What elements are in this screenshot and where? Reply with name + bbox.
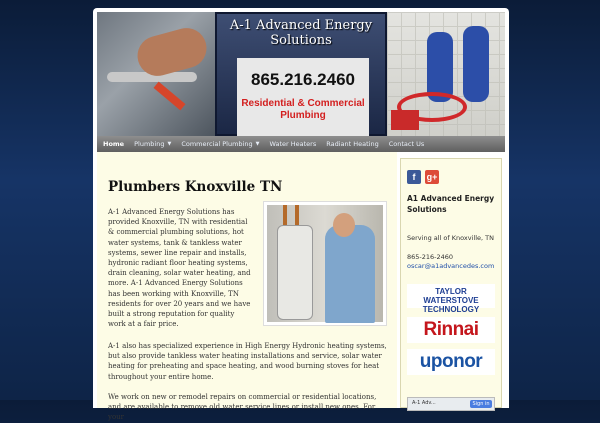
technician-figure [325, 225, 375, 323]
uponor-logo[interactable]: uponor [407, 349, 495, 375]
worker-figure [463, 26, 489, 102]
map-signin-button[interactable]: Sign in [470, 400, 492, 408]
map-label: A-1 Adv... [412, 400, 436, 406]
banner-title [217, 18, 385, 48]
intro-paragraph: A-1 Advanced Energy Solutions has provided Knoxville, TN with residential & commercial plumbing solutions, hot water systems, tank & tankless water systems, sewer line repair and installs, hydronic radiant floor heating systems, drain cleaning, solar water heating, and more. A-1 Advanced Energy Solutions has been working with Knoxville, TN residents for over 20 years and we have built a strong reputation for quality work at a fair price. [108, 208, 251, 329]
banner-phone: 865.216.2460 [251, 70, 355, 89]
technician-head [333, 213, 355, 237]
taylor-waterstove-logo[interactable] [407, 284, 495, 314]
nav-item-label: Home [103, 140, 125, 148]
map-widget[interactable] [407, 397, 495, 411]
main-nav [97, 136, 505, 152]
nav-item-contact-us[interactable] [389, 140, 425, 148]
repairs-paragraph: We work on new or remodel repairs on commercial or residential locations, and are available to remove old water service lines or install new ones. For your [108, 393, 377, 422]
nav-item-radiant-heating[interactable] [326, 140, 378, 148]
site-header [97, 12, 505, 140]
copper-pipes [283, 205, 287, 227]
banner-sub-line1: Residential & Commercial [241, 98, 365, 109]
sidebar-service-area: Serving all of Knoxville, TN [407, 234, 494, 242]
water-heater-tech-photo [263, 201, 387, 326]
header-logo-banner[interactable] [215, 12, 387, 136]
sidebar-phone: 865-216-2460 [407, 253, 454, 261]
banner-sub-line2: Plumbing [280, 110, 326, 121]
sidebar-email-link[interactable]: oscar@a1advancedes.com [407, 262, 495, 270]
nav-item-label: Contact Us [388, 140, 425, 148]
water-heater-tank [277, 225, 313, 320]
facebook-icon[interactable]: f [407, 170, 421, 184]
banner-subtitle [237, 98, 369, 122]
main-content [97, 152, 397, 422]
nav-item-label: Radiant Heating [326, 140, 379, 148]
arm-graphic [133, 24, 211, 81]
nav-item-home[interactable] [103, 140, 124, 148]
nav-item-plumbing[interactable] [134, 140, 171, 148]
banner-phone-box [237, 58, 369, 136]
taylor-logo-line2: TECHNOLOGY [422, 305, 480, 314]
rinnai-logo[interactable]: Rinnai [407, 317, 495, 343]
sidebar-company-name: A1 Advanced Energy Solutions [407, 194, 495, 214]
nav-item-label: Water Heaters [269, 140, 317, 148]
nav-item-label: Plumbing [134, 140, 165, 148]
wrench-icon [154, 82, 186, 111]
banner-title-line2: Solutions [270, 33, 332, 48]
photo-inner [267, 205, 383, 322]
google-plus-icon[interactable]: g+ [426, 172, 438, 182]
sidebar [400, 158, 502, 408]
page-wrapper [93, 8, 509, 422]
taylor-logo-line1: TAYLOR WATERSTOVE [423, 287, 479, 305]
social-links [407, 170, 439, 184]
chevron-down-icon: ▼ [167, 141, 172, 147]
chevron-down-icon: ▼ [255, 141, 260, 147]
nav-item-commercial-plumbing[interactable] [181, 140, 259, 148]
banner-title-line1: A-1 Advanced Energy [229, 18, 373, 33]
nav-item-label: Commercial Plumbing [181, 140, 253, 148]
nav-item-water-heaters[interactable] [269, 140, 316, 148]
header-photo-plumber [97, 12, 215, 140]
page-title: Plumbers Knoxville TN [108, 179, 283, 195]
header-photo-workers [387, 12, 505, 140]
services-paragraph: A-1 also has specialized experience in High Energy Hydronic heating systems, but also provide tankless water heating installations and service, solar water heating for preheating and space heating, and wood burning stoves for heat throughout your entire home. [108, 342, 387, 381]
toolbox [391, 110, 419, 130]
